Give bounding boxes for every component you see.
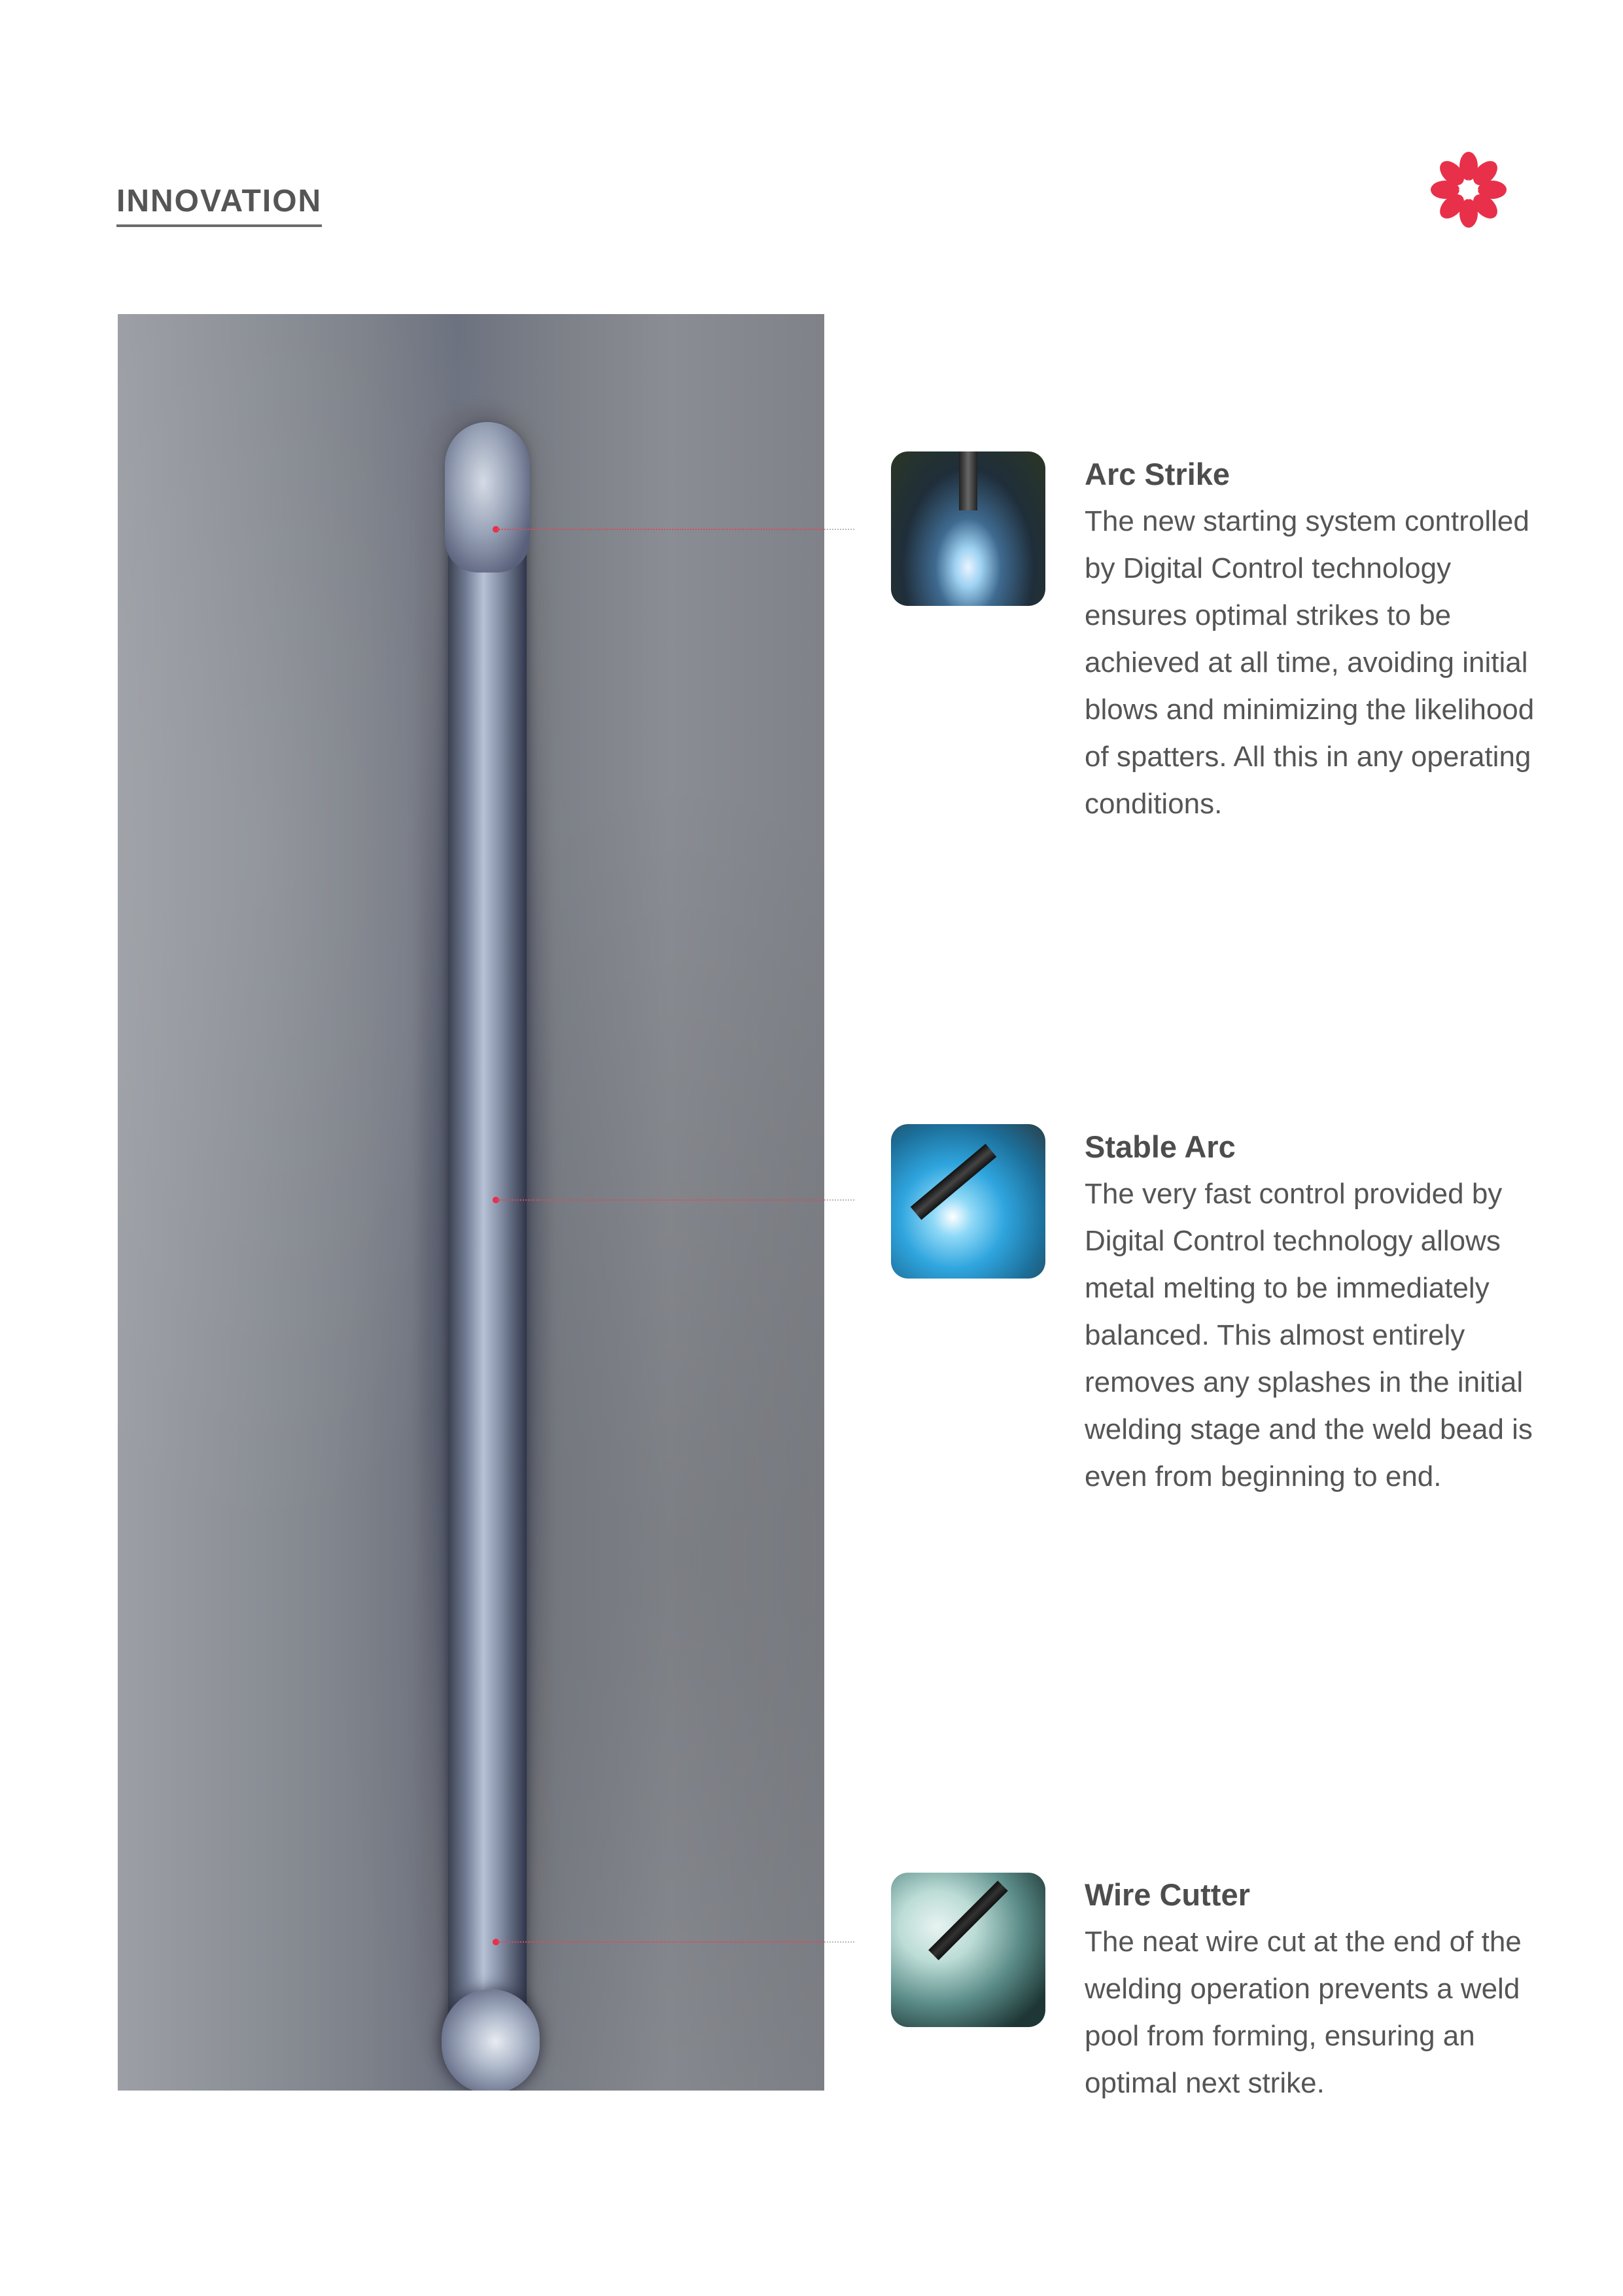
feature-title: Arc Strike xyxy=(1085,457,1230,491)
torch-icon xyxy=(928,1881,1008,1960)
feature-stable-arc xyxy=(1085,1129,1543,1500)
arc-strike-thumbnail xyxy=(891,451,1045,606)
callout-line-wire-cutter xyxy=(497,1941,824,1943)
callout-line-ext-stable-arc xyxy=(824,1199,854,1201)
feature-description: The neat wire cut at the end of the welding operation prevents a weld pool from forming, ensuring an optimal next strike. xyxy=(1085,1926,1522,2100)
feature-wire-cutter xyxy=(1085,1877,1543,2107)
brand-logo-icon xyxy=(1426,147,1511,232)
torch-icon xyxy=(911,1144,997,1220)
torch-icon xyxy=(959,451,977,510)
feature-title: Stable Arc xyxy=(1085,1129,1236,1164)
section-title: INNOVATION xyxy=(116,185,322,227)
feature-description: The very fast control provided by Digital Control technology allows metal melting to be immediately balanced. This almost entirely removes any splashes in the initial welding stage and the weld bead is even from beginning to end. xyxy=(1085,1178,1533,1493)
weld-bead-photo xyxy=(118,314,824,2091)
weld-bead-end xyxy=(442,1989,540,2091)
stable-arc-thumbnail xyxy=(891,1124,1045,1279)
feature-title: Wire Cutter xyxy=(1085,1877,1250,1912)
wire-cutter-thumbnail xyxy=(891,1873,1045,2027)
feature-arc-strike xyxy=(1085,456,1543,828)
callout-line-ext-arc-strike xyxy=(824,529,854,530)
weld-bead xyxy=(448,425,527,2074)
feature-description: The new starting system controlled by Digital Control technology ensures optimal strikes to be achieved at all time, avoiding initial blows and minimizing the likelihood of spatters. All this in any operating conditions. xyxy=(1085,505,1535,821)
callout-line-arc-strike xyxy=(497,529,824,530)
callout-line-ext-wire-cutter xyxy=(824,1941,854,1943)
callout-line-stable-arc xyxy=(497,1199,824,1201)
weld-bead-start xyxy=(445,422,530,573)
